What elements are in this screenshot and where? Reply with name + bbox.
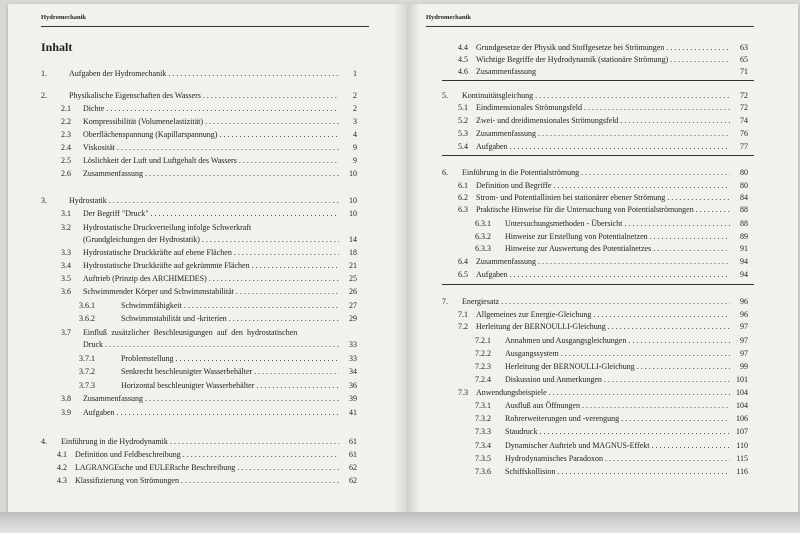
toc-entry[interactable]: 2.6 Zusammenfassung . . . 10 — [61, 168, 357, 179]
toc-entry[interactable]: 6.1 Definition und Begriffe . . . 80 — [458, 180, 748, 191]
toc-entry[interactable]: 6.3.3 Hinweise zur Auswertung des Potentialnetzes . . . 91 — [475, 243, 748, 254]
toc-entry[interactable]: 7.3.5 Hydrodynamisches Paradoxon . . . 115 — [475, 453, 748, 464]
toc-entry[interactable]: 3.7.1 Problemstellung . . . 33 — [79, 353, 357, 364]
toc-entry[interactable]: 1. Aufgaben der Hydromechanik . . . 1 — [41, 68, 357, 79]
toc-entry[interactable]: 4.6 Zusammenfassung 71 — [458, 67, 748, 76]
toc-entry[interactable]: 5.1 Eindimensionales Strömungsfeld . . . 72 — [458, 102, 748, 113]
section-rule — [442, 155, 754, 156]
toc-entry[interactable]: 5.3 Zusammenfassung . . . 76 — [458, 128, 748, 139]
toc-entry[interactable]: 2.4 Viskosität . . . 9 — [61, 142, 357, 153]
running-head: Hydromechanik — [426, 14, 472, 21]
toc-entry[interactable]: 4.1 Definition und Feldbeschreibung . . . 61 — [57, 449, 357, 460]
toc-entry[interactable]: 7.1 Allgemeines zur Energie-Gleichung . . . 96 — [458, 309, 748, 320]
toc-entry[interactable]: 6.3.1 Untersuchungsmethoden - Übersicht . . . 88 — [475, 218, 748, 229]
left-page — [8, 4, 400, 512]
toc-entry[interactable]: 7.3 Anwendungsbeispiele . . . 104 — [458, 387, 748, 398]
toc-entry[interactable]: 3.4 Hydrostatische Druckkräfte auf gekrümmte Flächen . . . 21 — [61, 260, 357, 271]
toc-entry[interactable]: 6.5 Aufgaben . . . 94 — [458, 269, 748, 280]
toc-entry[interactable]: 6.3.2 Hinweise zur Erstellung von Potentialnetzen . . . 89 — [475, 231, 748, 242]
toc-entry[interactable]: 7.2.1 Annahmen und Ausgangsgleichungen . . . 97 — [475, 335, 748, 346]
toc-entry[interactable]: 3. Hydrostatik . . . 10 — [41, 195, 357, 206]
toc-entry[interactable]: 4.5 Wichtige Begriffe der Hydrodynamik (stationäre Strömung) . . . 65 — [458, 54, 748, 65]
section-rule — [442, 284, 754, 285]
running-head: Hydromechanik — [41, 14, 87, 21]
toc-entry[interactable]: 3.9 Aufgaben . . . 41 — [61, 407, 357, 418]
toc-entry[interactable]: 6. Einführung in die Potentialströmung . . . 80 — [442, 167, 748, 178]
toc-entry[interactable]: 3.8 Zusammenfassung . . . 39 — [61, 393, 357, 404]
toc-entry[interactable]: 7.2.2 Ausgangssystem . . . 97 — [475, 348, 748, 359]
toc-entry[interactable]: 5.2 Zwei- und dreidimensionales Strömungsfeld . . . 74 — [458, 115, 748, 126]
book-spread — [8, 4, 798, 512]
toc-entry[interactable]: 2.3 Oberflächenspannung (Kapillarspannung) . . . 4 — [61, 129, 357, 140]
page-title: Inhalt — [41, 40, 73, 54]
toc-entry[interactable]: 7.2.4 Diskussion und Anmerkungen . . . 101 — [475, 374, 748, 385]
header-rule — [41, 26, 369, 27]
right-page — [408, 4, 798, 512]
toc-entry[interactable]: 5.4 Aufgaben . . . 77 — [458, 141, 748, 152]
toc-entry[interactable]: 7. Energiesatz . . . 96 — [442, 296, 748, 307]
toc-entry[interactable]: 7.3.3 Staudruck . . . 107 — [475, 426, 748, 437]
toc-entry[interactable]: 3.1 Der Begriff "Druck" . . . 10 — [61, 208, 357, 219]
toc-entry[interactable]: Druck . . . 33 — [61, 339, 357, 350]
toc-entry[interactable]: (Grundgleichungen der Hydrostatik) . . . 14 — [61, 234, 357, 245]
toc-entry[interactable]: 3.2 Hydrostatische Druckverteilung infolge Schwerkraft — [61, 223, 252, 232]
toc-entry[interactable]: 6.2 Strom- und Potentiallinien bei stationärer ebener Strömung . . . 84 — [458, 192, 748, 203]
section-rule — [442, 80, 754, 81]
toc-entry[interactable]: 7.3.6 Schiffskollision . . . 116 — [475, 466, 748, 477]
toc-entry[interactable]: 3.7 Einfluß zusätzlicher Beschleunigungen auf den hydrostatischen — [61, 328, 298, 337]
toc-entry[interactable]: 5. Kontinuitätsgleichung . . . 72 — [442, 90, 748, 101]
toc-entry[interactable]: 7.2 Herleitung der BERNOULLI-Gleichung . . . 97 — [458, 321, 748, 332]
toc-entry[interactable]: 3.6 Schwimmender Körper und Schwimmstabilität . . . 26 — [61, 286, 357, 297]
toc-entry[interactable]: 4.3 Klassifizierung von Strömungen . . . 62 — [57, 475, 357, 486]
toc-entry[interactable]: 4. Einführung in die Hydrodynamik . . . 61 — [41, 436, 357, 447]
header-rule — [426, 26, 754, 27]
desk-surface — [0, 512, 800, 533]
toc-entry[interactable]: 2.5 Löslichkeit der Luft und Luftgehalt des Wassers . . . 9 — [61, 155, 357, 166]
toc-entry[interactable]: 3.6.1 Schwimmfähigkeit . . . 27 — [79, 300, 357, 311]
toc-entry[interactable]: 3.7.2 Senkrecht beschleunigter Wasserbehälter . . . 34 — [79, 366, 357, 377]
toc-entry[interactable]: 3.7.3 Horizontal beschleunigter Wasserbehälter . . . 36 — [79, 380, 357, 391]
toc-entry[interactable]: 3.3 Hydrostatische Druckkräfte auf ebene Flächen . . . 18 — [61, 247, 357, 258]
toc-entry[interactable]: 2.2 Kompressibilität (Volumenelastizität) . . . 3 — [61, 116, 357, 127]
toc-entry[interactable]: 2.1 Dichte . . . 2 — [61, 103, 357, 114]
toc-entry[interactable]: 7.3.2 Rohrerweiterungen und -verengung . . . 106 — [475, 413, 748, 424]
toc-entry[interactable]: 4.2 LAGRANGEsche und EULERsche Beschreibung . . . 62 — [57, 462, 357, 473]
toc-entry[interactable]: 4.4 Grundgesetze der Physik und Stoffgesetze bei Strömungen . . . 63 — [458, 42, 748, 53]
toc-entry[interactable]: 6.3 Praktische Hinweise für die Untersuchung von Potentialströmungen . . . 88 — [458, 204, 748, 215]
toc-entry[interactable]: 2. Physikalische Eigenschaften des Wassers . . . 2 — [41, 90, 357, 101]
toc-entry[interactable]: 3.5 Auftrieb (Prinzip des ARCHIMEDES) . . . 25 — [61, 273, 357, 284]
toc-entry[interactable]: 6.4 Zusammenfassung . . . 94 — [458, 256, 748, 267]
toc-entry[interactable]: 3.6.2 Schwimmstabilität und -kriterien . . . 29 — [79, 313, 357, 324]
toc-entry[interactable]: 7.3.1 Ausfluß aus Öffnungen . . . 104 — [475, 400, 748, 411]
toc-entry[interactable]: 7.3.4 Dynamischer Auftrieb und MAGNUS-Effekt . . . 110 — [475, 440, 748, 451]
toc-entry[interactable]: 7.2.3 Herleitung der BERNOULLI-Gleichung . . . 99 — [475, 361, 748, 372]
